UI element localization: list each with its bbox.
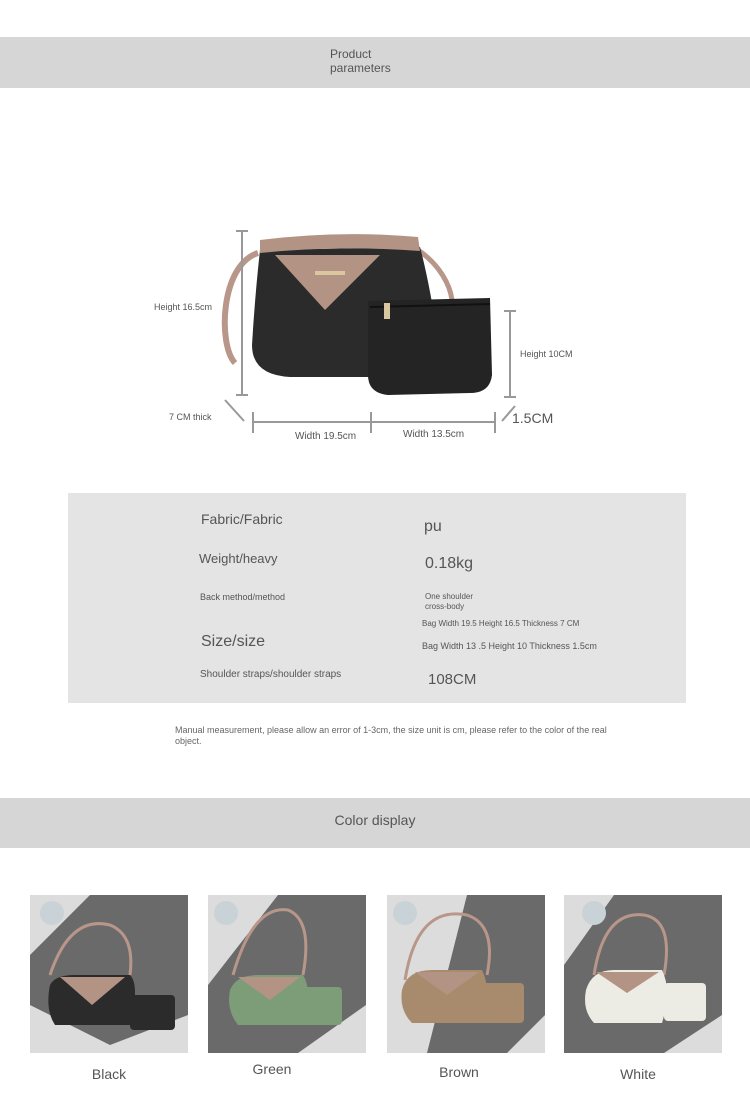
color-label-white: White (620, 1066, 656, 1082)
color-label-black: Black (91, 1066, 127, 1082)
thickness-small-label: 1.5CM (512, 410, 554, 426)
zipper-pull (384, 303, 390, 319)
logo-plate (315, 271, 345, 275)
bag-photo-white (564, 895, 722, 1053)
width-small-label: Width 13.5cm (403, 429, 465, 440)
spec-strap-value: 108CM (428, 671, 477, 688)
color-label-green: Green (252, 1061, 292, 1077)
color-thumb-white[interactable] (564, 895, 722, 1053)
bag-photo-brown (387, 895, 545, 1053)
spec-table (68, 493, 686, 703)
thickness-large-label: 7 CM thick (169, 412, 212, 422)
spec-back-label: Back method/method (200, 592, 286, 602)
spec-size-value-1: Bag Width 19.5 Height 16.5 Thickness 7 CM (422, 619, 580, 628)
spec-weight-value: 0.18kg (425, 555, 474, 572)
spec-fabric-value: pu (424, 518, 442, 535)
measurement-note: Manual measurement, please allow an error of 1-3cm, the size unit is cm, please refer to the color of the real object. (175, 725, 607, 746)
color-display-header (0, 798, 750, 848)
color-label-brown: Brown (439, 1064, 479, 1080)
color-thumb-black[interactable] (30, 895, 188, 1053)
product-parameters-header (0, 37, 750, 88)
spec-size-label: Size/size (201, 633, 266, 650)
spec-strap-label: Shoulder straps/shoulder straps (200, 669, 342, 680)
bag-photo-green (208, 895, 366, 1053)
spec-weight-label: Weight/heavy (199, 551, 278, 566)
spec-back-value-1: One shoulder (425, 592, 474, 601)
spec-size-value-2: Bag Width 13 .5 Height 10 Thickness 1.5cm (422, 641, 597, 651)
spec-back-value-2: cross-body (425, 602, 465, 611)
width-large-label: Width 19.5cm (295, 431, 357, 442)
section-title: Product parameters (330, 47, 391, 75)
color-thumb-brown[interactable] (387, 895, 545, 1053)
height-small-label: Height 10CM (520, 349, 573, 359)
bag-photo-black (30, 895, 188, 1053)
product-dimension-diagram (140, 225, 610, 455)
section-title: Color display (334, 812, 416, 828)
color-thumb-green[interactable] (208, 895, 366, 1053)
spec-fabric-label: Fabric/Fabric (201, 511, 283, 527)
height-large-label: Height 16.5cm (154, 302, 213, 312)
